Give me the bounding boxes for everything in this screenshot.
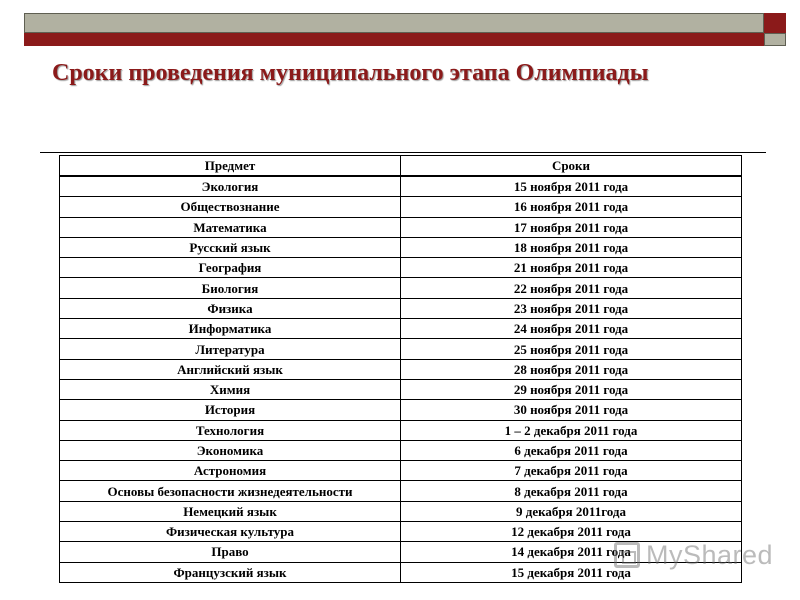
table-row <box>60 237 742 257</box>
dates-cell: 9 декабря 2011года <box>401 501 742 521</box>
subject-cell: Физика <box>60 298 401 318</box>
subject-cell: Химия <box>60 379 401 399</box>
table-row <box>60 440 742 460</box>
dates-cell: 16 ноября 2011 года <box>401 197 742 217</box>
corner-block-dark <box>764 13 786 33</box>
table-header-row <box>60 156 742 177</box>
dates-cell: 7 декабря 2011 года <box>401 461 742 481</box>
subject-cell: Астрономия <box>60 461 401 481</box>
subject-cell: Литература <box>60 339 401 359</box>
subject-cell: Биология <box>60 278 401 298</box>
dates-cell: 8 декабря 2011 года <box>401 481 742 501</box>
dates-cell: 15 ноября 2011 года <box>401 176 742 197</box>
subject-cell: Право <box>60 542 401 562</box>
subject-cell: Французский язык <box>60 562 401 582</box>
table-row <box>60 258 742 278</box>
table-row <box>60 176 742 197</box>
table-row <box>60 420 742 440</box>
subject-cell: Английский язык <box>60 359 401 379</box>
dates-cell: 17 ноября 2011 года <box>401 217 742 237</box>
table-row <box>60 217 742 237</box>
table-row <box>60 298 742 318</box>
subject-cell: География <box>60 258 401 278</box>
dates-cell: 24 ноября 2011 года <box>401 319 742 339</box>
dates-cell: 25 ноября 2011 года <box>401 339 742 359</box>
table-row <box>60 359 742 379</box>
dates-cell: 1 – 2 декабря 2011 года <box>401 420 742 440</box>
subject-cell: Экономика <box>60 440 401 460</box>
dates-cell: 30 ноября 2011 года <box>401 400 742 420</box>
presentation-icon <box>614 542 640 568</box>
table-body <box>60 176 742 582</box>
column-header-dates: Сроки <box>401 156 742 177</box>
table-row <box>60 197 742 217</box>
dates-cell: 22 ноября 2011 года <box>401 278 742 298</box>
table-row <box>60 339 742 359</box>
schedule-table <box>59 155 742 583</box>
subject-cell: Физическая культура <box>60 522 401 542</box>
subject-cell: Основы безопасности жизнедеятельности <box>60 481 401 501</box>
divider-line <box>40 152 766 153</box>
subject-cell: Обществознание <box>60 197 401 217</box>
dates-cell: 12 декабря 2011 года <box>401 522 742 542</box>
dates-cell: 23 ноября 2011 года <box>401 298 742 318</box>
subject-cell: Русский язык <box>60 237 401 257</box>
table-row <box>60 481 742 501</box>
dates-cell: 29 ноября 2011 года <box>401 379 742 399</box>
subject-cell: История <box>60 400 401 420</box>
subject-cell: Технология <box>60 420 401 440</box>
table-row <box>60 501 742 521</box>
watermark-text: MyShared <box>646 540 774 570</box>
dates-cell: 18 ноября 2011 года <box>401 237 742 257</box>
dates-cell: 14 декабря 2011 года <box>401 542 742 562</box>
dates-cell: 28 ноября 2011 года <box>401 359 742 379</box>
table-row <box>60 379 742 399</box>
subject-cell: Математика <box>60 217 401 237</box>
corner-block-light <box>764 33 786 46</box>
subject-cell: Экология <box>60 176 401 197</box>
dates-cell: 21 ноября 2011 года <box>401 258 742 278</box>
dates-cell: 6 декабря 2011 года <box>401 440 742 460</box>
table-row <box>60 319 742 339</box>
header-bar <box>24 13 764 33</box>
slide-title: Сроки проведения муниципального этапа Олимпиады <box>52 60 649 86</box>
header-accent-strip <box>24 33 764 46</box>
column-header-subject: Предмет <box>60 156 401 177</box>
subject-cell: Информатика <box>60 319 401 339</box>
table-row <box>60 278 742 298</box>
subject-cell: Немецкий язык <box>60 501 401 521</box>
table-row <box>60 461 742 481</box>
watermark-logo <box>610 538 774 574</box>
table-row <box>60 400 742 420</box>
dates-cell: 15 декабря 2011 года <box>401 562 742 582</box>
